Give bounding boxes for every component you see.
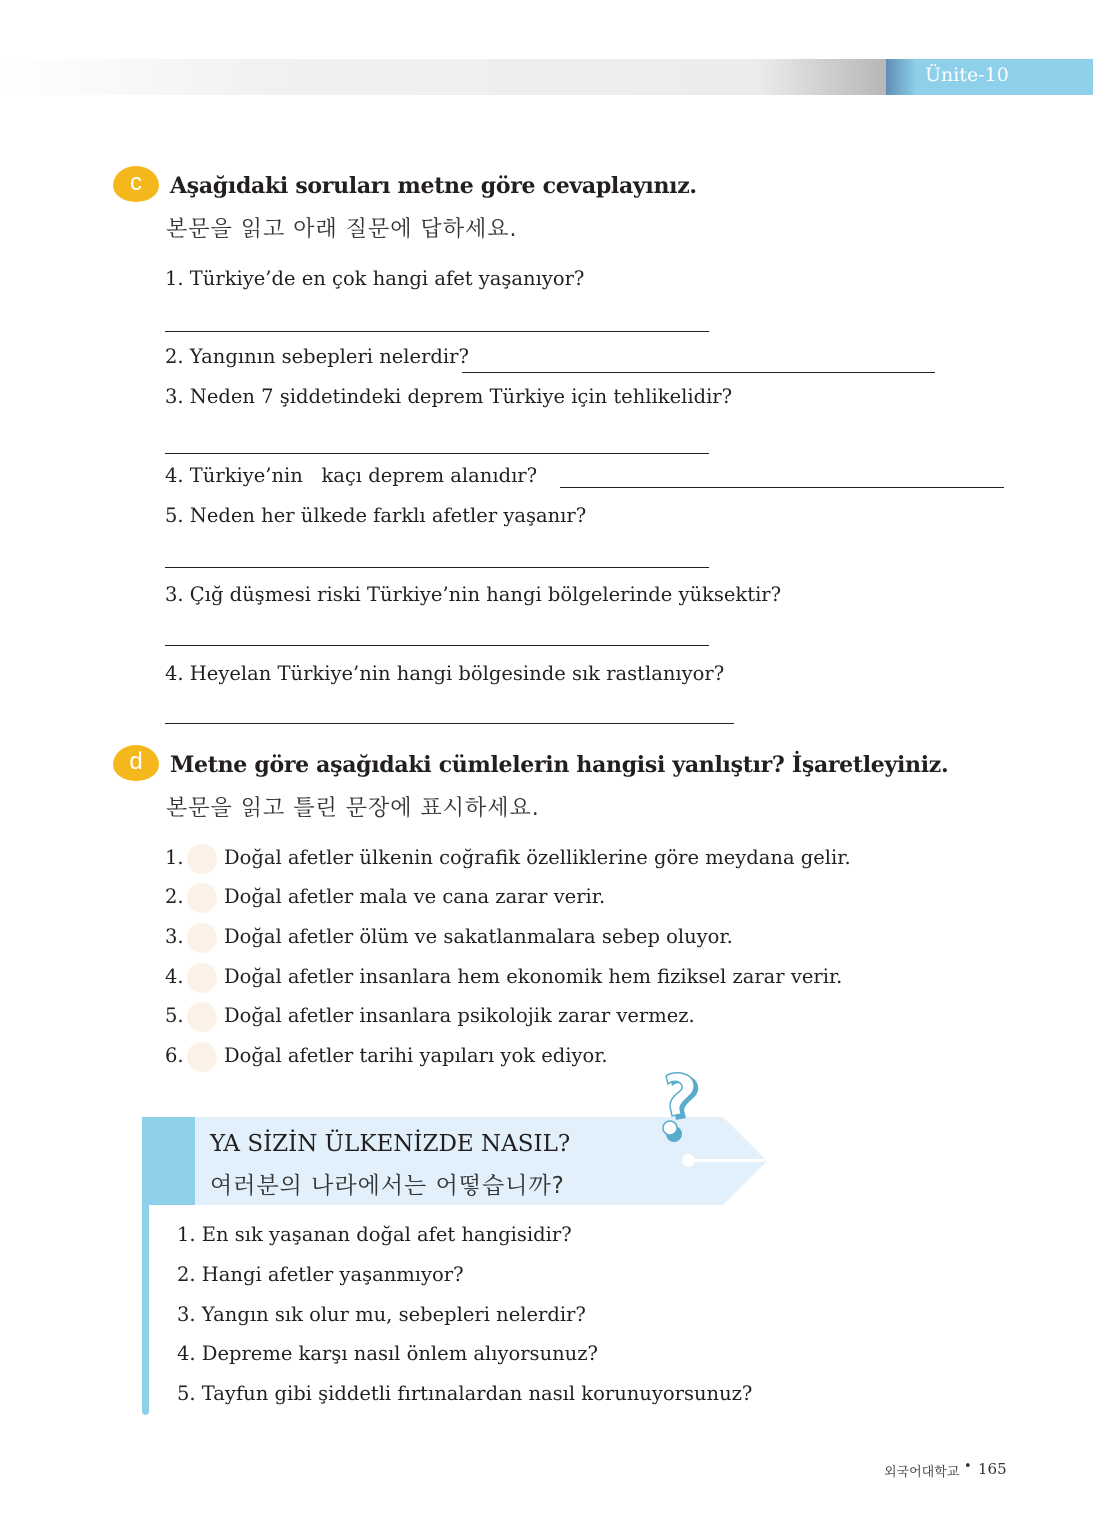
question-3: 3. Neden 7 şiddetindeki deprem Türkiye için tehlikelidir? xyxy=(165,385,733,408)
statement-number: 1. xyxy=(165,846,184,869)
answer-line-7[interactable] xyxy=(165,723,734,724)
statement-text: Doğal afetler insanlara psikolojik zarar vermez. xyxy=(224,1004,695,1027)
question-6: 3. Çığ düşmesi riski Türkiye’nin hangi bölgelerinde yüksektir? xyxy=(165,583,782,606)
question-1: 1. Türkiye’de en çok hangi afet yaşanıyor? xyxy=(165,267,585,290)
section-c-title: Aşağıdaki soruları metne göre cevaplayınız. xyxy=(170,173,697,199)
answer-line-3[interactable] xyxy=(165,453,709,454)
header-pointer-line xyxy=(685,1159,765,1162)
discussion-question: 1. En sık yaşanan doğal afet hangisidir? xyxy=(177,1223,572,1246)
answer-line-2[interactable] xyxy=(462,372,935,373)
box-header-accent xyxy=(142,1117,195,1205)
question-mark-icon xyxy=(652,1070,706,1146)
section-c-subtitle: 본문을 읽고 아래 질문에 답하세요. xyxy=(166,217,518,242)
footer-school: 외국어대학교 xyxy=(884,1465,960,1480)
question-4: 4. Türkiye’nin kaçı deprem alanıdır? xyxy=(165,464,538,487)
statement-number: 5. xyxy=(165,1004,184,1027)
discussion-question: 5. Tayfun gibi şiddetli fırtınalardan nasıl korunuyorsunuz? xyxy=(177,1382,753,1405)
section-d-title: Metne göre aşağıdaki cümlelerin hangisi yanlıştır? İşaretleyiniz. xyxy=(170,752,949,778)
statement-checkbox[interactable] xyxy=(187,844,217,874)
discussion-question: 4. Depreme karşı nasıl önlem alıyorsunuz? xyxy=(177,1342,598,1365)
section-d-badge: d xyxy=(113,745,159,781)
answer-line-4[interactable] xyxy=(560,487,1004,488)
section-d-subtitle: 본문을 읽고 틀린 문장에 표시하세요. xyxy=(166,796,540,821)
statement-checkbox[interactable] xyxy=(187,1002,217,1032)
statement-checkbox[interactable] xyxy=(187,883,217,913)
box-title: YA SİZİN ÜLKENİZDE NASIL? xyxy=(210,1131,571,1157)
statement-checkbox[interactable] xyxy=(187,963,217,993)
answer-line-5[interactable] xyxy=(165,567,709,568)
question-7: 4. Heyelan Türkiye’nin hangi bölgesinde sık rastlanıyor? xyxy=(165,662,725,685)
header-pointer-dot xyxy=(682,1154,695,1167)
statement-number: 4. xyxy=(165,965,184,988)
statement-number: 2. xyxy=(165,885,184,908)
statement-checkbox[interactable] xyxy=(187,923,217,953)
statement-text: Doğal afetler insanlara hem ekonomik hem fiziksel zarar verir. xyxy=(224,965,843,988)
discussion-question: 2. Hangi afetler yaşanmıyor? xyxy=(177,1263,464,1286)
statement-number: 3. xyxy=(165,925,184,948)
statement-checkbox[interactable] xyxy=(187,1042,217,1072)
section-c-badge: c xyxy=(113,166,159,202)
box-subtitle: 여러분의 나라에서는 어떻습니까? xyxy=(210,1173,565,1199)
unit-label: Ünite-10 xyxy=(925,64,1009,86)
discussion-question: 3. Yangın sık olur mu, sebepleri nelerdir? xyxy=(177,1303,586,1326)
header-bar xyxy=(0,59,890,95)
statement-text: Doğal afetler mala ve cana zarar verir. xyxy=(224,885,606,908)
question-5: 5. Neden her ülkede farklı afetler yaşanır? xyxy=(165,504,587,527)
statement-number: 6. xyxy=(165,1044,184,1067)
answer-line-6[interactable] xyxy=(165,645,709,646)
statement-text: Doğal afetler ölüm ve sakatlanmalara sebep oluyor. xyxy=(224,925,733,948)
question-2: 2. Yangının sebepleri nelerdir? xyxy=(165,345,469,368)
statement-text: Doğal afetler ülkenin coğrafik özelliklerine göre meydana gelir. xyxy=(224,846,851,869)
answer-line-1[interactable] xyxy=(165,331,709,332)
statement-text: Doğal afetler tarihi yapıları yok ediyor. xyxy=(224,1044,608,1067)
footer-bullet: • xyxy=(964,1459,972,1474)
page-number: 165 xyxy=(978,1460,1007,1478)
